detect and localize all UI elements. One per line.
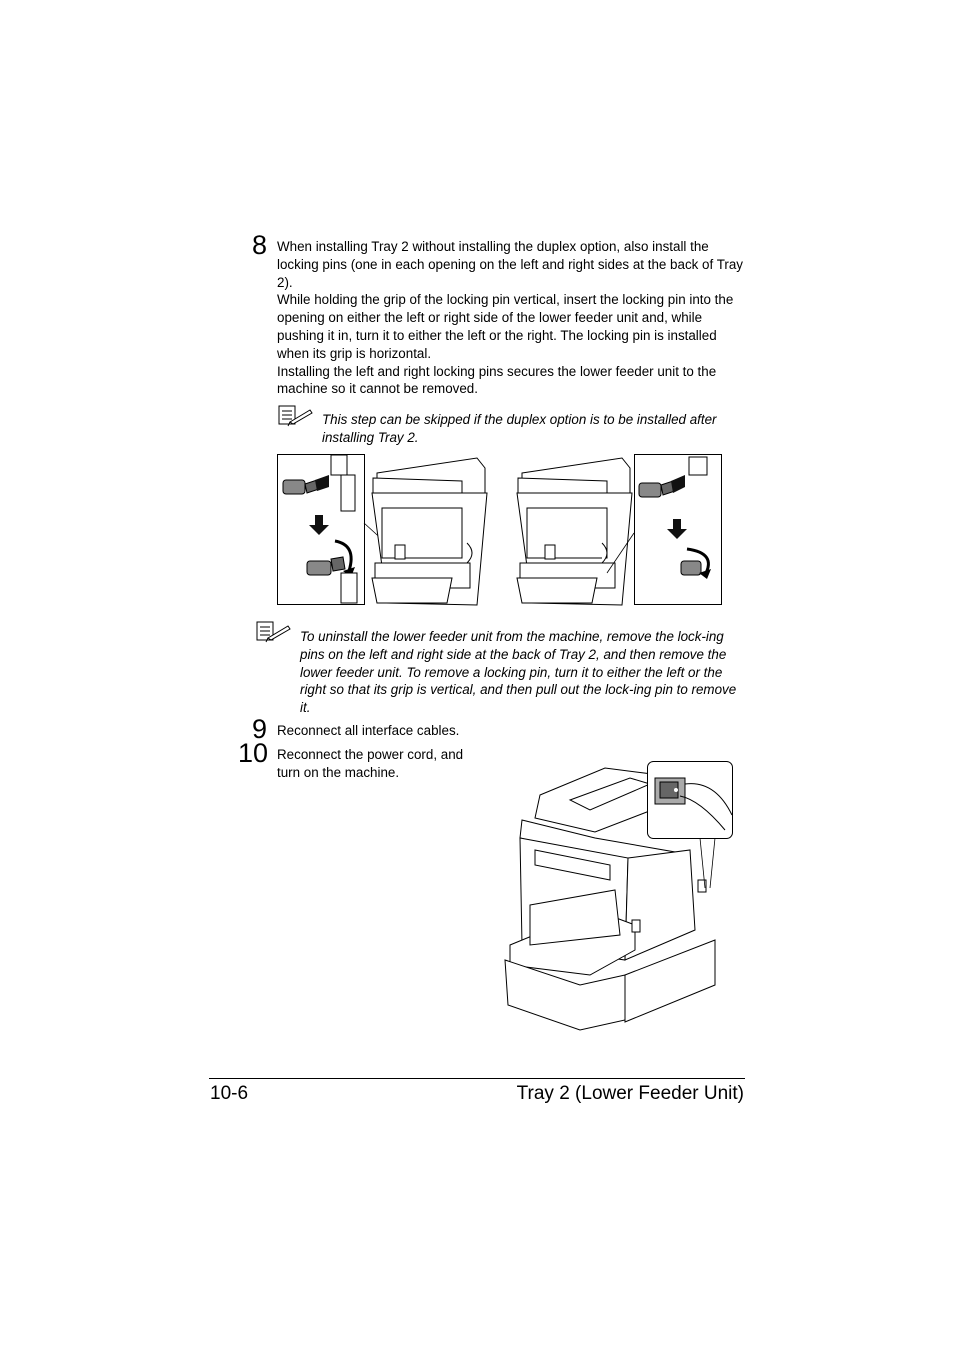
power-switch-illustration: [500, 760, 735, 1040]
step-8-paragraph-1: When installing Tray 2 without installing the duplex option, also install the locking pins (one in each opening on the left and right sides at the back of Tray 2).: [277, 239, 743, 290]
step-8-paragraph-3: Installing the left and right locking pins secures the lower feeder unit to the machine so it cannot be removed.: [277, 363, 717, 397]
uninstall-note: To uninstall the lower feeder unit from the machine, remove the lock-ing pins on the left and right side at the back of Tray 2, and then remove the lower feeder unit. To remove a locking pin, turn it to either the left or the right so that its grip is vertical, and then pull out the lock-ing pin to remove it.: [300, 629, 737, 716]
note-icon: [278, 405, 314, 432]
step-9-text: Reconnect all interface cables.: [277, 723, 460, 738]
step-9-number: 9: [252, 714, 268, 744]
step-8-note: This step can be skipped if the duplex option is to be installed after installing Tray 2.: [322, 412, 717, 445]
footer-rule: [209, 1078, 745, 1079]
page-number: 10-6: [210, 1083, 249, 1104]
section-title: Tray 2 (Lower Feeder Unit): [516, 1083, 744, 1104]
note-icon: [256, 621, 292, 648]
step-10-text: Reconnect the power cord, and turn on the machine.: [277, 747, 464, 780]
step-8-text: [277, 238, 745, 398]
step-8-paragraph-2: While holding the grip of the locking pin vertical, insert the locking pin into the opening on either the left or right side of the lower feeder unit and, while pushing it in, turn it to either the left or the right. The locking pin is installed when its grip is horizontal.: [277, 292, 734, 361]
locking-pin-illustration: [277, 453, 723, 614]
step-8-number: 8: [252, 230, 268, 260]
step-10-number: 10: [238, 738, 269, 768]
